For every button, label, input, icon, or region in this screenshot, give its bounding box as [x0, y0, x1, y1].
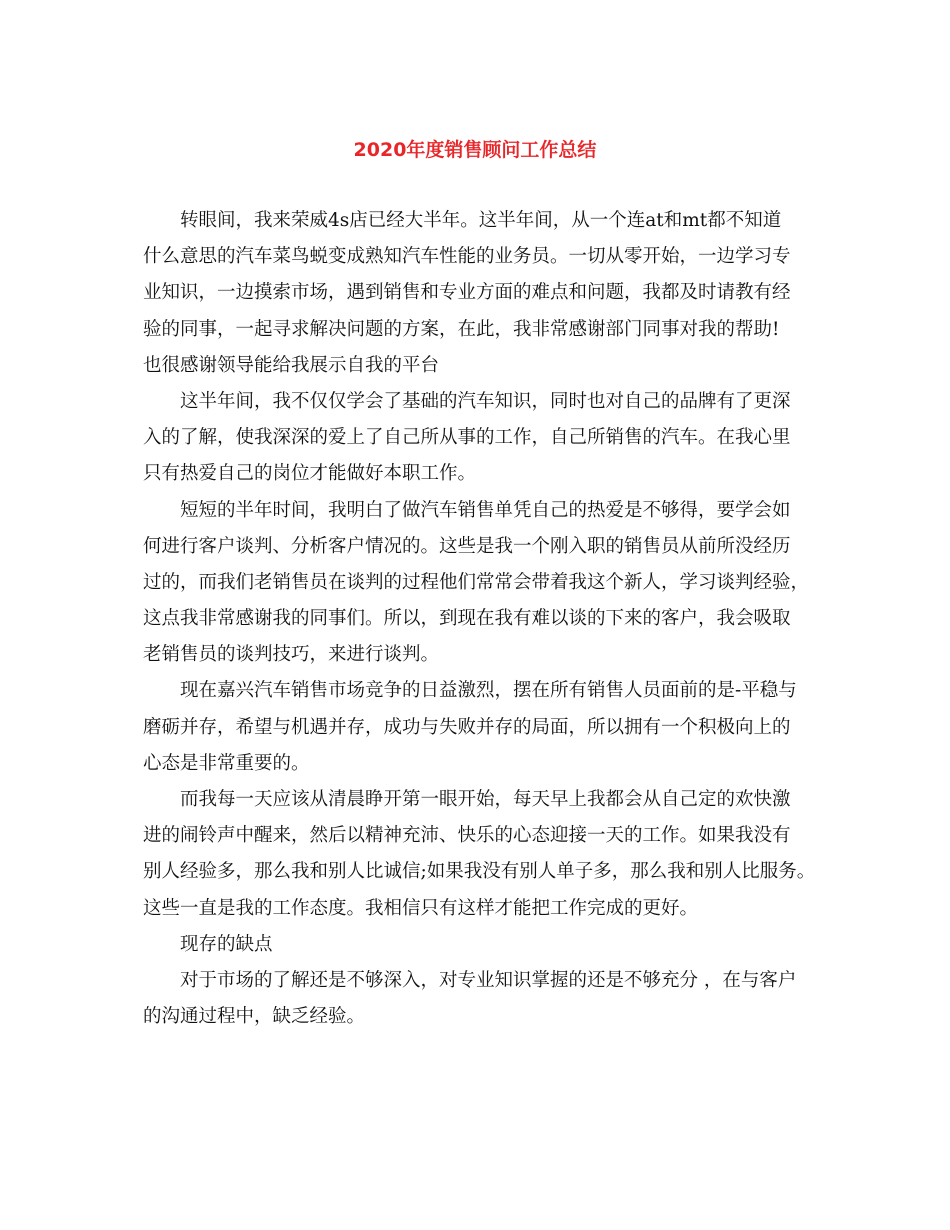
text-line: 心态是非常重要的。: [143, 752, 310, 774]
text-line: 对于市场的了解还是不够深入，对专业知识掌握的还是不够充分 ，在与客户: [180, 969, 797, 991]
text-line: 过的，而我们老销售员在谈判的过程他们常常会带着我这个新人，学习谈判经验，: [143, 571, 810, 593]
text-line: 现存的缺点: [180, 933, 273, 955]
document-body: [143, 203, 833, 1035]
text-line: 转眼间，我来荣威4s店已经大半年。这半年间，从一个连at和mt都不知道: [180, 210, 782, 231]
text-line: 何进行客户谈判、分析客户情况的。这些是我一个刚入职的销售员从前所没经历: [143, 535, 791, 557]
text-line: 只有热爱自己的岗位才能做好本职工作。: [143, 463, 477, 485]
text-line: 这半年间，我不仅仅学会了基础的汽车知识，同时也对自己的品牌有了更深: [180, 390, 791, 412]
text-line: 磨砺并存，希望与机遇并存，成功与失败并存的局面，所以拥有一个积极向上的: [143, 716, 791, 738]
text-line: 验的同事，一起寻求解决问题的方案，在此，我非常感谢部门同事对我的帮助!: [143, 318, 780, 340]
text-line: 进的闹铃声中醒来，然后以精神充沛、快乐的心态迎接一天的工作。如果我没有: [143, 825, 791, 847]
document-title: 2020年度销售顾问工作总结: [353, 139, 597, 161]
text-line: 而我每一天应该从清晨睁开第一眼开始，每天早上我都会从自己定的欢快激: [180, 789, 791, 810]
text-line: 业知识，一边摸索市场，遇到销售和专业方面的难点和问题，我都及时请教有经: [143, 282, 791, 304]
text-line: 也很感谢领导能给我展示自我的平台: [143, 354, 440, 376]
text-line: 现在嘉兴汽车销售市场竞争的日益激烈，摆在所有销售人员面前的是-平稳与: [180, 680, 797, 702]
text-line: 入的了解，使我深深的爱上了自己所从事的工作，自己所销售的汽车。在我心里: [143, 427, 791, 449]
text-line: 这些一直是我的工作态度。我相信只有这样才能把工作完成的更好。: [143, 897, 699, 919]
text-line: 这点我非常感谢我的同事们。所以，到现在我有难以谈的下来的客户，我会吸取: [143, 608, 791, 630]
text-line: 的沟通过程中，缺乏经验。: [143, 1006, 366, 1028]
text-line: 老销售员的谈判技巧，来进行谈判。: [143, 644, 440, 666]
text-line: 别人经验多，那么我和别人比诚信;如果我没有别人单子多，那么我和别人比服务。: [143, 861, 816, 883]
text-line: 短短的半年时间，我明白了做汽车销售单凭自己的热爱是不够得，要学会如: [180, 499, 791, 521]
text-line: 什么意思的汽车菜鸟蜕变成熟知汽车性能的业务员。一切从零开始，一边学习专: [143, 246, 791, 268]
